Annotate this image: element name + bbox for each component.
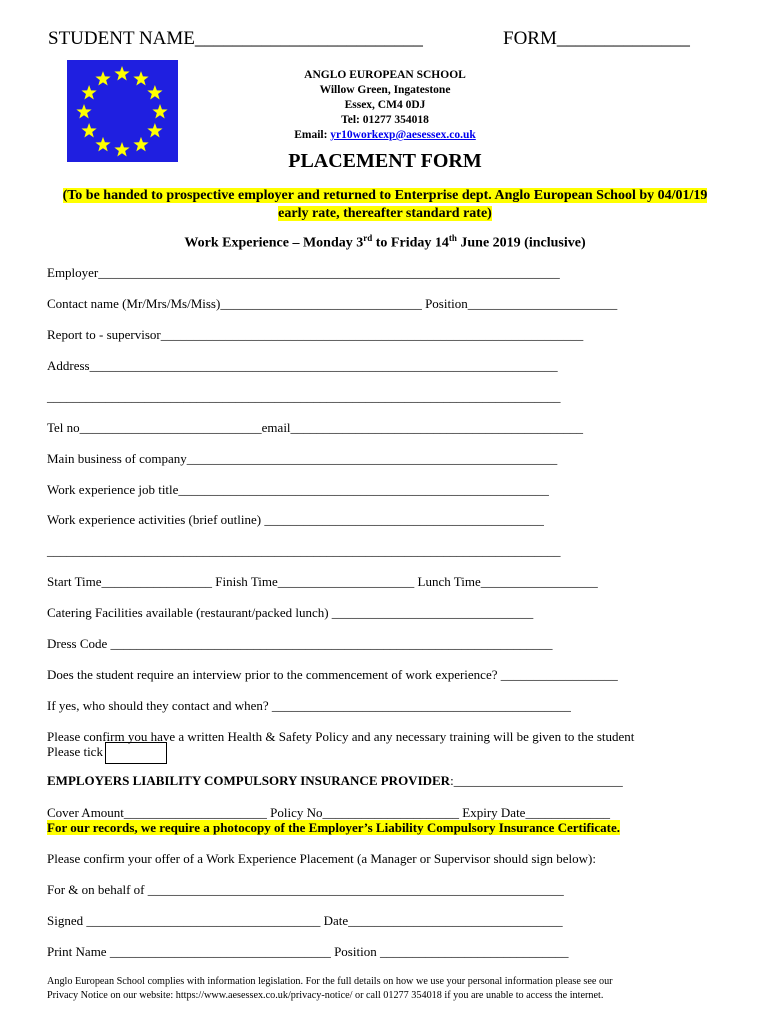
report-to-field[interactable]: Report to - supervisor_________________________________________________________________: [47, 327, 584, 342]
insurance-provider-line: :__________________________: [450, 773, 623, 788]
footer-privacy-notice: [47, 975, 613, 1003]
school-address-block: [270, 68, 500, 143]
on-behalf-of-field[interactable]: For & on behalf of ________________________________________________________________: [47, 882, 564, 897]
form-label: FORM______________: [503, 28, 690, 49]
employer-field[interactable]: Employer_______________________________________________________________________: [47, 265, 560, 280]
main-business-field[interactable]: Main business of company_________________________________________________________: [47, 451, 558, 466]
school-address-line1: Willow Green, Ingatestone: [319, 84, 451, 96]
records-note-text: For our records, we require a photocopy of the Employer’s Liability Compulsory Insurance Certificate.: [47, 820, 621, 835]
records-note: [47, 820, 620, 836]
school-email-link[interactable]: yr10workexp@aesessex.co.uk: [330, 129, 476, 141]
health-safety-tickbox[interactable]: [105, 742, 167, 764]
contact-name-field[interactable]: Contact name (Mr/Mrs/Ms/Miss)_______________________________ Position_______________________: [47, 296, 618, 311]
instruction-note-text: (To be handed to prospective employer and returned to Enterprise dept. Anglo European School by 04/01/19 early rate, thereafter standard rate): [62, 188, 708, 221]
eu-flag-logo: [67, 60, 178, 162]
we-mid: to Friday 14: [372, 235, 449, 251]
job-title-field[interactable]: Work experience job title_________________________________________________________: [47, 482, 549, 497]
instruction-note: [50, 187, 720, 223]
we-prefix: Work Experience – Monday 3: [184, 235, 364, 251]
insurance-provider-label: EMPLOYERS LIABILITY COMPULSORY INSURANCE PROVIDER: [47, 773, 451, 788]
we-sup-th: th: [448, 233, 457, 243]
school-address-line2: Essex, CM4 0DJ: [344, 99, 426, 111]
address-field[interactable]: Address________________________________________________________________________: [47, 358, 558, 373]
dress-code-field[interactable]: Dress Code ____________________________________________________________________: [47, 636, 553, 651]
times-field[interactable]: Start Time_________________ Finish Time_____________________ Lunch Time__________________: [47, 574, 598, 589]
health-safety-text: Please confirm you have a written Health & Safety Policy and any necessary training will be given to the student: [47, 729, 635, 744]
cover-policy-expiry-field[interactable]: Cover Amount______________________ Policy No_____________________ Expiry Date_____________: [47, 805, 610, 820]
activities-field[interactable]: Work experience activities (brief outline) ___________________________________________: [47, 512, 544, 527]
student-name-label: STUDENT NAME________________________: [48, 28, 423, 49]
footer-line2: Privacy Notice on our website: https://www.aesessex.co.uk/privacy-notice/ or call 01277 354018 if you are unable to access the internet.: [47, 990, 604, 1001]
activities-field-line2[interactable]: _______________________________________________________________________________: [47, 543, 561, 558]
school-name: ANGLO EUROPEAN SCHOOL: [304, 69, 466, 81]
please-tick-label: Please tick: [47, 743, 103, 759]
health-safety-tick-row: [47, 742, 167, 764]
we-sup-rd: rd: [363, 233, 373, 243]
contact-when-field[interactable]: If yes, who should they contact and when? ______________________________________________: [47, 698, 571, 713]
we-suffix: June 2019 (inclusive): [456, 235, 586, 251]
catering-field[interactable]: Catering Facilities available (restaurant/packed lunch) _______________________________: [47, 605, 534, 620]
tel-email-field[interactable]: Tel no____________________________email_____________________________________________: [47, 420, 584, 435]
school-tel: Tel: 01277 354018: [341, 114, 429, 126]
confirm-offer-text: Please confirm your offer of a Work Experience Placement (a Manager or Supervisor should sign below):: [47, 851, 597, 866]
interview-field[interactable]: Does the student require an interview prior to the commencement of work experience? __________________: [47, 667, 618, 682]
school-email-label: Email:: [294, 129, 331, 141]
print-name-position-field[interactable]: Print Name __________________________________ Position _____________________________: [47, 944, 569, 959]
signed-date-field[interactable]: Signed ____________________________________ Date_________________________________: [47, 913, 563, 928]
page-title: PLACEMENT FORM: [288, 150, 482, 172]
footer-line1: Anglo European School complies with information legislation. For the full details on how we use your personal information please see our: [47, 976, 613, 987]
address-field-line2[interactable]: _______________________________________________________________________________: [47, 389, 561, 404]
insurance-provider-field[interactable]: [47, 773, 623, 789]
school-email-row: [270, 128, 500, 143]
work-experience-dates: [0, 233, 770, 252]
